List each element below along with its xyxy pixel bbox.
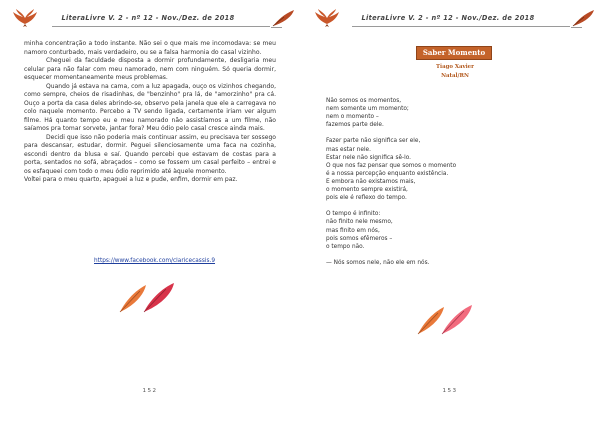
right-page-header [300,6,600,28]
quill-pen-icon [270,8,296,28]
header-divider [52,26,270,27]
page-number: 152 [142,388,158,394]
story-text [24,40,276,185]
poem-line: pois somos efêmeros – [326,235,393,242]
feathers-icon [110,274,190,314]
poem-line: O que nos faz pensar que somos o momento [326,162,457,169]
poem [326,97,576,275]
poem-stanza [326,210,576,250]
poem-line: o tempo não. [326,243,365,250]
poem-line: O tempo é infinito: [326,211,381,218]
poem-line: mas estar nele. [326,146,371,153]
poem-line: E embora não existamos mais, [326,178,416,185]
poem-stanza [326,97,576,129]
header-title: LiteraLivre V. 2 - nº 12 - Nov./Dez. de 2018 [361,14,535,22]
quill-pen-icon [570,8,596,28]
section-title: Saber Momento [416,46,492,60]
poem-stanza [326,137,576,202]
poem-line: nem somente um momento; [326,106,409,113]
story-paragraph: minha concentração a todo instante. Não sei o que mais me incomodava: se meu namoro conturbado, mais verdadeiro, ou se a falsa harmonia do casal vizinho. [24,40,276,56]
story-paragraph: Voltei para o meu quarto, apaguei a luz e pude, enfim, dormir em paz. [24,176,238,183]
feathers-icon [408,296,488,336]
poem-line: o momento sempre existirá, [326,187,408,194]
story-paragraph: Decidi que isso não poderia mais continuar assim, eu precisava ter sossego para descansar, estudar, dormir. Peguei silenciosamente uma faca na cozinha, escondi dentro da blusa e saí. Quando percebi que estavam de costas para a porta, sentados no sofá, abraçados – como se fossem um casal perfeito – entrei e os esfaqueei com todo o meu ódio reprimido até àquele momento. [24,133,276,175]
poem-line: é a nossa percepção enquanto existência. [326,170,449,177]
poem-line: não finito nele mesmo, [326,219,393,226]
poem-line: Fazer parte não significa ser ele, [326,138,421,145]
poem-stanza [326,259,576,267]
header-title: LiteraLivre V. 2 - nº 12 - Nov./Dez. de 2018 [61,14,235,22]
story-paragraph: Cheguei da faculdade disposta a dormir profundamente, desligaria meu celular para não falar com meu namorado, nem com ninguém. Só queria dormir, esquecer momentaneamente meus problemas. [24,57,276,81]
header-divider [352,26,570,27]
author-location: Natal/RN [441,73,469,79]
bird-logo-icon [314,8,340,28]
poem-line: pois ele é reflexo do tempo. [326,195,407,202]
poem-line: Não somos os momentos, [326,98,402,104]
page-number: 153 [442,388,458,394]
poem-line: Estar nele não significa sê-lo. [326,154,412,161]
bird-logo-icon [12,8,38,28]
facebook-link[interactable]: https://www.facebook.com/claricecassis.9 [94,258,216,264]
story-paragraph: Quando já estava na cama, com a luz apagada, ouço os vizinhos chegando, como sempre, cheios de risadinhas, de "benzinho" pra lá, de "amorzinho" pra cá. Ouço a porta da casa deles abrindo-se, observo pela janela que ele a carregava no colo naquele momento. Percebo a TV sendo ligada, certamente iriam ver algum filme. Há quanto tempo eu e meu namorado não assistíamos a um filme, não saíamos pra tomar sorvete, jantar fora? Meu ódio pelo casal cresce ainda mais. [24,82,276,132]
left-page-header [0,6,300,28]
author-name: Tiago Xavier [436,64,474,70]
poem-line: — Nós somos nele, não ele em nós. [326,259,430,266]
poem-line: fazemos parte dele. [326,122,384,129]
poem-line: nem o momento – [326,114,379,121]
poem-line: mas finito em nós, [326,227,380,234]
right-page [300,0,600,424]
